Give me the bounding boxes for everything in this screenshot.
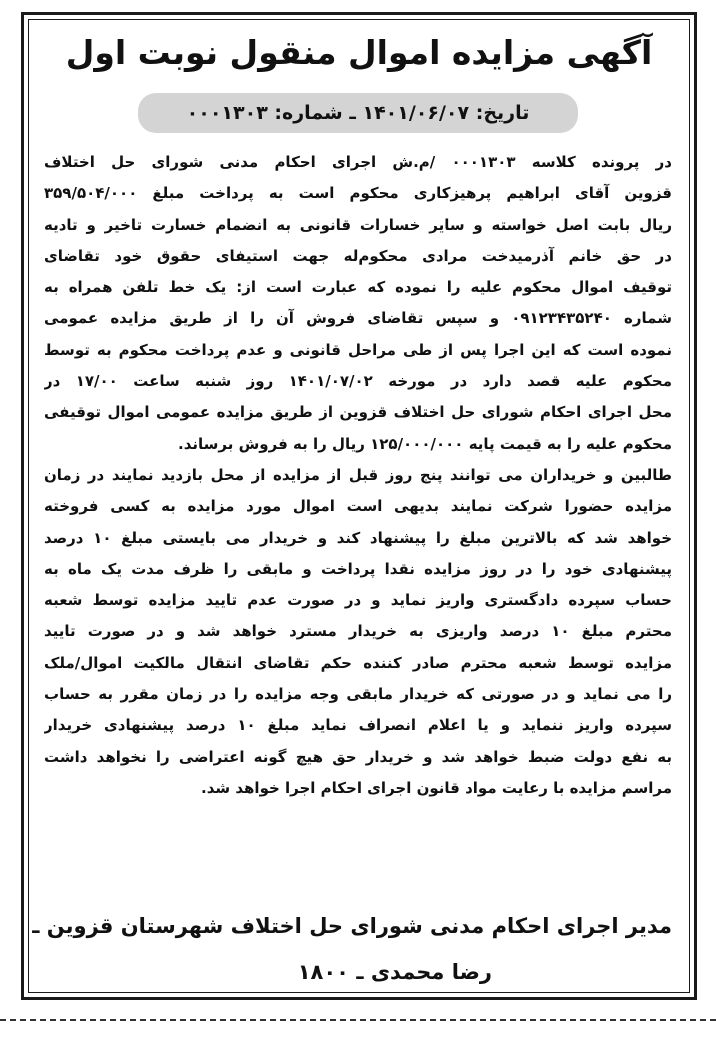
date-number-bar: تاریخ: ۱۴۰۱/۰۶/۰۷ ـ شماره: ۰۰۰۱۳۰۳ bbox=[138, 93, 578, 133]
body-line: به نفع دولت ضبط خواهد شد و خریدار حق هیچ گونه اعتراضی را نخواهد داشت bbox=[44, 747, 672, 766]
body-line: محترم مبلغ ۱۰ درصد واریزی به خریدار مسترد خواهد شد و در صورت تایید bbox=[44, 622, 672, 641]
body-line: محکوم علیه قصد دارد در مورخه ۱۴۰۱/۰۷/۰۲ روز شنبه ساعت ۱۷/۰۰ در bbox=[44, 372, 672, 391]
notice-body bbox=[44, 147, 672, 804]
body-line: مراسم مزایده با رعایت مواد قانون اجرای احکام اجرا خواهد شد. bbox=[201, 778, 672, 797]
cut-line-divider bbox=[0, 1019, 716, 1021]
notice-title: آگهی مزایده اموال منقول نوبت اول bbox=[65, 33, 653, 72]
body-line: نموده است که این اجرا پس از طی مراحل قانونی و عدم پرداخت محکوم به توسط bbox=[44, 340, 672, 359]
body-line: توقیف اموال محکوم علیه را نموده که عبارت است از: یک خط تلفن همراه به bbox=[44, 278, 672, 297]
body-line: محل اجرای احکام شورای حل اختلاف قزوین از طریق مزایده عمومی اموال توقیفی bbox=[44, 403, 672, 422]
body-line: حساب سپرده دادگستری واریز نماید و در صورت عدم تایید مزایده توسط شعبه bbox=[44, 591, 672, 610]
body-line: در حق خانم آذرمیدخت مرادی محکوم‌له جهت استیفای حقوق خود تقاضای bbox=[44, 246, 672, 265]
body-line: خواهد شد که بالاترین مبلغ را پیشنهاد کند و خریدار می بایستی مبلغ ۱۰ درصد bbox=[44, 528, 672, 547]
body-line: را می نماید و در صورتی که خریدار مابقی وجه مزایده را در زمان مقرر به حساب bbox=[44, 685, 672, 704]
body-line: طالبین و خریداران می توانند پنج روز قبل از مزایده از محل بازدید نمایند در زمان bbox=[44, 465, 672, 484]
auction-notice bbox=[21, 12, 697, 1000]
body-line: محکوم علیه را به قیمت پایه ۱۲۵/۰۰۰/۰۰۰ ریال را به فروش برساند. bbox=[178, 434, 672, 453]
body-line: مزایده حضورا شرکت نمایند بدیهی است اموال مورد مزایده به کسی فروخته bbox=[44, 497, 672, 516]
signature-office: مدیر اجرای احکام مدنی شورای حل اختلاف شهرستان قزوین ـ bbox=[32, 914, 672, 938]
body-line: پیشنهادی خود را در روز مزایده نقدا پرداخت و مابقی را ظرف مدت یک ماه به bbox=[44, 559, 672, 578]
body-line: قزوین آقای ابراهیم پرهیزکاری محکوم است به پرداخت مبلغ ۳۵۹/۵۰۴/۰۰۰ bbox=[44, 184, 672, 203]
body-line: سپرده واریز ننماید و یا اعلام انصراف نماید مبلغ ۱۰ درصد پیشنهادی خریدار bbox=[44, 716, 672, 735]
body-line: شماره ۰۹۱۲۳۴۳۵۲۴۰ و سپس تقاضای فروش آن را از طریق مزایده عمومی bbox=[44, 309, 672, 328]
signature-name: رضا محمدی ـ ۱۸۰۰ bbox=[297, 960, 492, 984]
signature-block bbox=[32, 903, 672, 995]
body-line: ریال بابت اصل خواسته و سایر خسارات قانونی به انضمام خسارت تاخیر و تادیه bbox=[44, 215, 672, 234]
body-line: در پرونده کلاسه ۰۰۰۱۳۰۳ /م.ش اجرای احکام مدنی شورای حل اختلاف bbox=[44, 153, 672, 171]
body-line: مزایده توسط شعبه محترم صادر کننده حکم تقاضای انتقال مالکیت اموال/ملک bbox=[44, 653, 672, 672]
